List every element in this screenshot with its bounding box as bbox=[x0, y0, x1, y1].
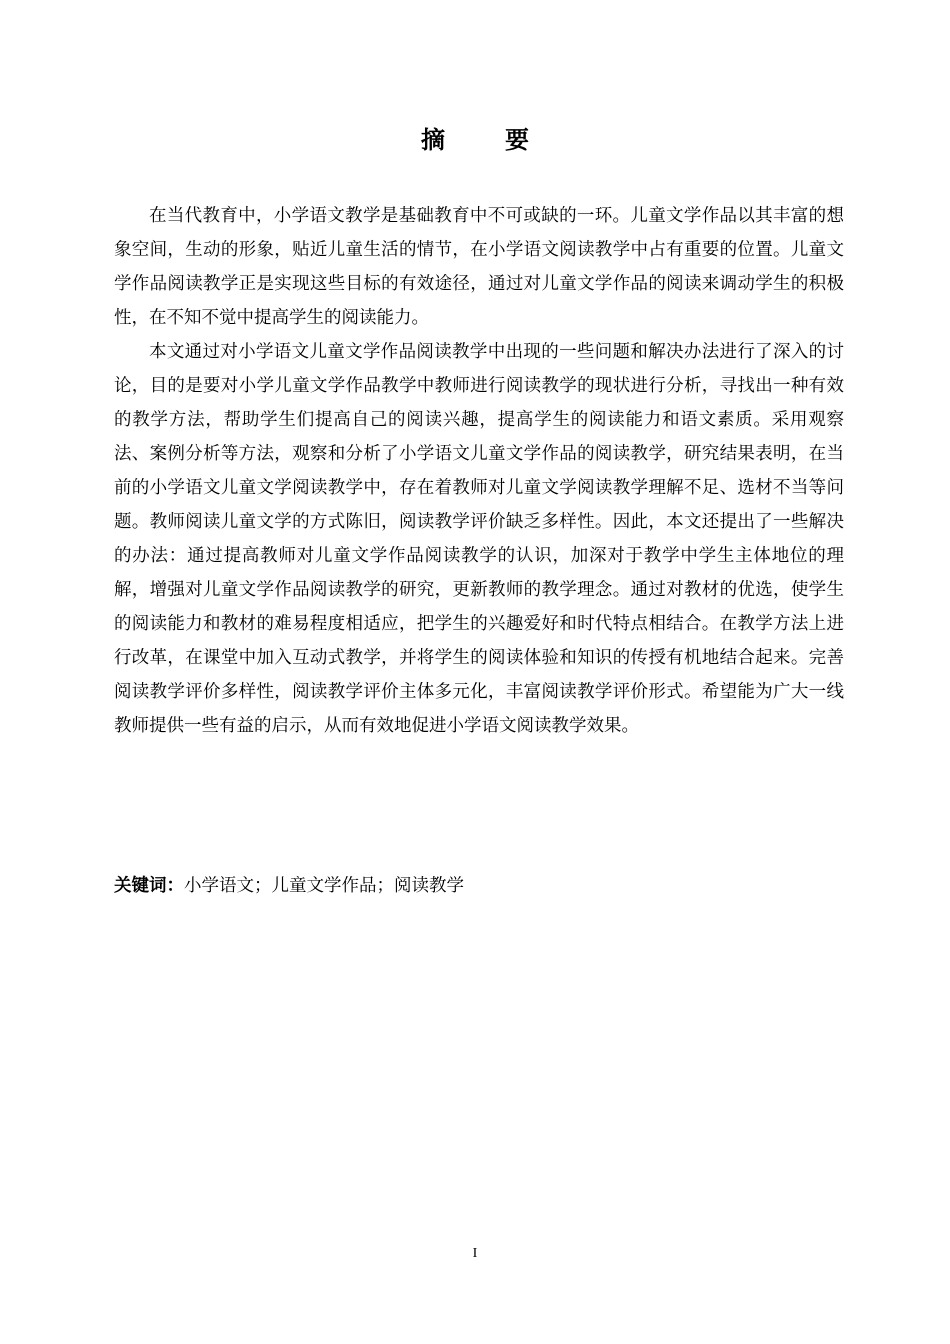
abstract-body bbox=[114, 199, 844, 743]
page-number: I bbox=[472, 1246, 478, 1261]
keywords-label: 关键词： bbox=[114, 876, 184, 896]
keywords-value: 小学语文；儿童文学作品；阅读教学 bbox=[184, 876, 464, 896]
keywords-line bbox=[114, 869, 844, 903]
abstract-paragraph-1: 在当代教育中，小学语文教学是基础教育中不可或缺的一环。儿童文学作品以其丰富的想象空间，生动的形象，贴近儿童生活的情节，在小学语文阅读教学中占有重要的位置。儿童文学作品阅读教学正是实现这些目标的有效途径，通过对儿童文学作品的阅读来调动学生的积极性，在不知不觉中提高学生的阅读能力。 bbox=[114, 206, 844, 328]
abstract-paragraph-2: 本文通过对小学语文儿童文学作品阅读教学中出现的一些问题和解决办法进行了深入的讨论，目的是要对小学儿童文学作品教学中教师进行阅读教学的现状进行分析，寻找出一种有效的教学方法，帮助学生们提高自己的阅读兴趣，提高学生的阅读能力和语文素质。采用观察法、案例分析等方法，观察和分析了小学语文儿童文学作品的阅读教学，研究结果表明，在当前的小学语文儿童文学阅读教学中，存在着教师对儿童文学阅读教学理解不足、选材不当等问题。教师阅读儿童文学的方式陈旧，阅读教学评价缺乏多样性。因此，本文还提出了一些解决的办法：通过提高教师对儿童文学作品阅读教学的认识，加深对于教学中学生主体地位的理解，增强对儿童文学作品阅读教学的研究，更新教师的教学理念。通过对教材的优选，使学生的阅读能力和教材的难易程度相适应，把学生的兴趣爱好和时代特点相结合。在教学方法上进行改革，在课堂中加入互动式教学，并将学生的阅读体验和知识的传授有机地结合起来。完善阅读教学评价多样性，阅读教学评价主体多元化，丰富阅读教学评价形式。希望能为广大一线教师提供一些有益的启示，从而有效地促进小学语文阅读教学效果。 bbox=[114, 342, 844, 736]
abstract-title: 摘 要 bbox=[421, 126, 547, 154]
